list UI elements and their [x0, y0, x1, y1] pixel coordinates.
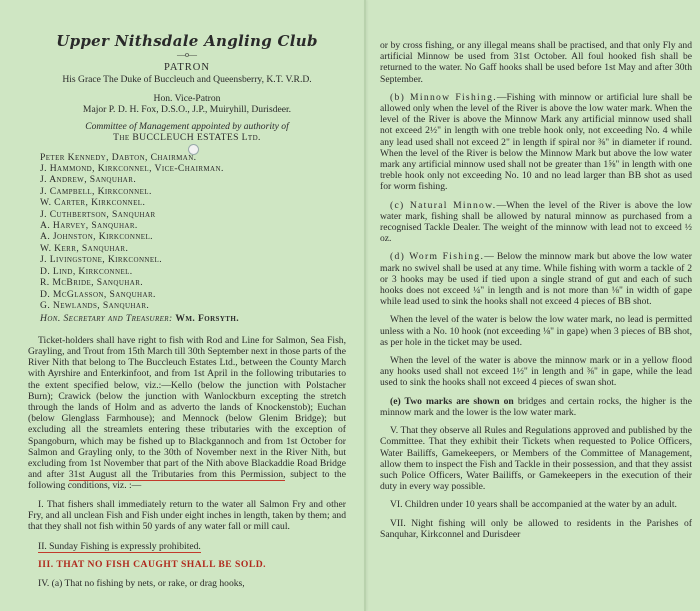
ticket-text-underlined: 31st August all the Tributaries from this Permission,	[68, 469, 286, 481]
estates-name: The BUCCLEUCH ESTATES Ltd.	[113, 132, 261, 144]
member: J. Livingstone, Kirkconnel.	[40, 254, 163, 266]
rule-6: VI. Children under 10 years shall be accompanied at the water by an adult.	[390, 499, 677, 511]
member: W. Kerr, Sanquhar.	[40, 242, 129, 254]
rule-5: V. That they observe all Rules and Regulations approved and published by the Committee. That they exhibit their Tickets when requested to Police Officers, Water Bailiffs, Gamekeepers, or Members of the Committee of Management, allow them to inspect the Fish and Tackle in their possession, and that they assist such Police Officers, Water Bailiffs, or Gamekeepers in the execution of their duty in every way possible.	[380, 425, 692, 493]
rule-2	[28, 541, 346, 552]
rule-4d-text: — Below the minnow mark but above the low water mark no swivel shall be used at any time. While fishing with worm a tackle of 2 or 3 hooks may be used if tied upon a single strand of gut and each of such hooks does not exceed ¼" in length and is not more than ⅛" in width of gape while lead used to sink the hooks shall not exceed 4 pieces of BB shot.	[380, 251, 692, 308]
hon-secretary-label: Hon. Secretary and Treasurer:	[40, 313, 173, 325]
member: A. Johnston, Kirkconnel.	[40, 231, 153, 243]
member: G. Newlands, Sanquhar.	[40, 299, 150, 311]
rule-4e	[380, 396, 692, 418]
rule-4d-low-water: When the level of the water is below the low water mark, no lead is permitted unless with a No. 10 hook (not exceeding ⅛" in gape) when 3 pieces of BB shot, as per hole in the ticket may be used.	[380, 314, 692, 348]
rule-4b	[380, 92, 692, 193]
member: W. Carter, Kirkconnel.	[40, 197, 146, 209]
vice-patron-heading: Hon. Vice-Patron	[153, 92, 221, 104]
member: J. Campbell, Kirkconnel.	[40, 185, 152, 197]
patron-name: His Grace The Duke of Buccleuch and Queensberry, K.T. V.R.D.	[62, 73, 312, 85]
rule-4-start: IV. (a) That no fishing by nets, or rake, or drag hooks,	[38, 577, 245, 589]
rule-3: III. THAT NO FISH CAUGHT SHALL BE SOLD.	[38, 559, 267, 571]
ticket-text-end: subject to the following conditions, viz. :—	[28, 469, 346, 492]
rule-4c	[380, 200, 692, 245]
title-ornament: —o—	[177, 50, 197, 60]
rule-4b-text: —Fishing with minnow or artificial lure shall be allowed only when the level of the River is above the low water mark. When the level of the River is above the Minnow Mark any artificial minnow used shall not exceed 2½" in length with one treble hook only, not exceeding No. 4 while any lead used shall not exceed 2" in length if spiral nor ⅜" in diameter if round. When the level of the River is below the Minnow Mark but above the low water mark any artificial minnow used shall not be greater than 1⅝" in length with one treble hook only not exceeding No. 10 and no lead larger than BB shot as used for worm fishing.	[380, 91, 693, 193]
club-title: Upper Nithsdale Angling Club	[56, 32, 318, 50]
committee-line: Committee of Management appointed by authority of	[85, 121, 289, 133]
rule-4d-label: (d) Worm Fishing.	[390, 251, 485, 263]
committee-members	[40, 152, 346, 325]
member: D. McGlasson, Sanquhar.	[40, 288, 156, 300]
patron-heading: PATRON	[164, 62, 210, 74]
rule-4d	[380, 251, 692, 307]
left-page	[28, 0, 346, 589]
rule-4b-label: (b) Minnow Fishing.	[390, 91, 497, 103]
member: J. Cuthbertson, Sanquhar	[40, 208, 156, 220]
member: Peter Kennedy, Dabton, Chairman.	[40, 151, 197, 163]
vice-patron-name: Major P. D. H. Fox, D.S.O., J.P., Muiryhill, Durisdeer.	[82, 104, 292, 116]
member: R. McBride, Sanquhar.	[40, 277, 144, 289]
rule-4c-text: —When the level of the River is above the low water mark, fishing shall be allowed by natural minnow as purchased from a recognised Tackle Dealer. The weight of the minnow with lead not to exceed ½ oz.	[380, 199, 693, 245]
right-page	[380, 40, 692, 540]
rule-2-text: II. Sunday Fishing is expressly prohibited.	[38, 541, 201, 553]
center-fold	[364, 0, 366, 611]
rule-1: I. That fishers shall immediately return to the water all Salmon Fry and other Fry, and all unclean Fish and Fish under eight inches in length, taken by them; and that they shall not fish within 50 yards of any water fall or mill caul.	[28, 498, 346, 532]
rule-4e-label: (e) Two marks are shown on	[390, 395, 514, 407]
rule-4c-label: (c) Natural Minnow.	[390, 199, 497, 211]
ticket-conditions-paragraph	[28, 335, 346, 492]
rule-4a-continued: or by cross fishing, or any illegal means shall be practised, and that only Fly and artificial Minnow be used from 31st October. All foul hooked fish shall be returned to the water. No Gaff hooks shall be used before 1st May and after 30th September.	[380, 40, 692, 85]
rule-7: VII. Night fishing will only be allowed to residents in the Parishes of Sanquhar, Kirkconnel and Durisdeer	[380, 517, 692, 540]
rule-4d-minnow-mark: When the level of the water is above the minnow mark or in a yellow flood any hooks used shall not exceed 1½" in length and ⅜" in gape, while the lead used to sink the hooks shall not exceed 4 pieces of swan shot.	[380, 355, 692, 389]
hon-secretary-name: Wm. Forsyth.	[175, 313, 240, 325]
ticket-text: Ticket-holders shall have right to fish with Rod and Line for Salmon, Sea Fish, Grayling, and Trout from 15th March till 30th September next in those parts of the River Nith that belong to The Buccleuch Estates Ltd., between the County March with Ayrshire and Enterkinfoot, and from 1st April in the following tributaries to the extent specified below, viz.:—Kello (below the junction with Polstacher Burn); Crawick (below the junction with Wanlockburn excepting the stretch through the lands of Holm and as adverto the lands of Knockenstob); Euchan (below Glenglass Farmhouse); and Mennock (below Glenim Bridge); but excluding all the streamlets entering these tributaries with the exception of Spangoburn, which may be fished up to Blackgannoch and from 1st October for Salmon and Grayling only, to the 30th of November next in the River Nith, but excluding from 1st November that part of the Nith above Blackaddie Road Bridge and after	[28, 334, 346, 481]
member: A. Harvey, Sanquhar.	[40, 220, 138, 232]
member: J. Andrew, Sanquhar.	[40, 174, 137, 186]
member: D. Lind, Kirkconnel.	[40, 265, 133, 277]
member: J. Hammond, Kirkconnel, Vice-Chairman.	[40, 163, 224, 175]
rule-4e-text: bridges and certain rocks, the higher is the minnow mark and the lower is the low water mark.	[380, 395, 692, 418]
hon-secretary	[40, 313, 346, 324]
